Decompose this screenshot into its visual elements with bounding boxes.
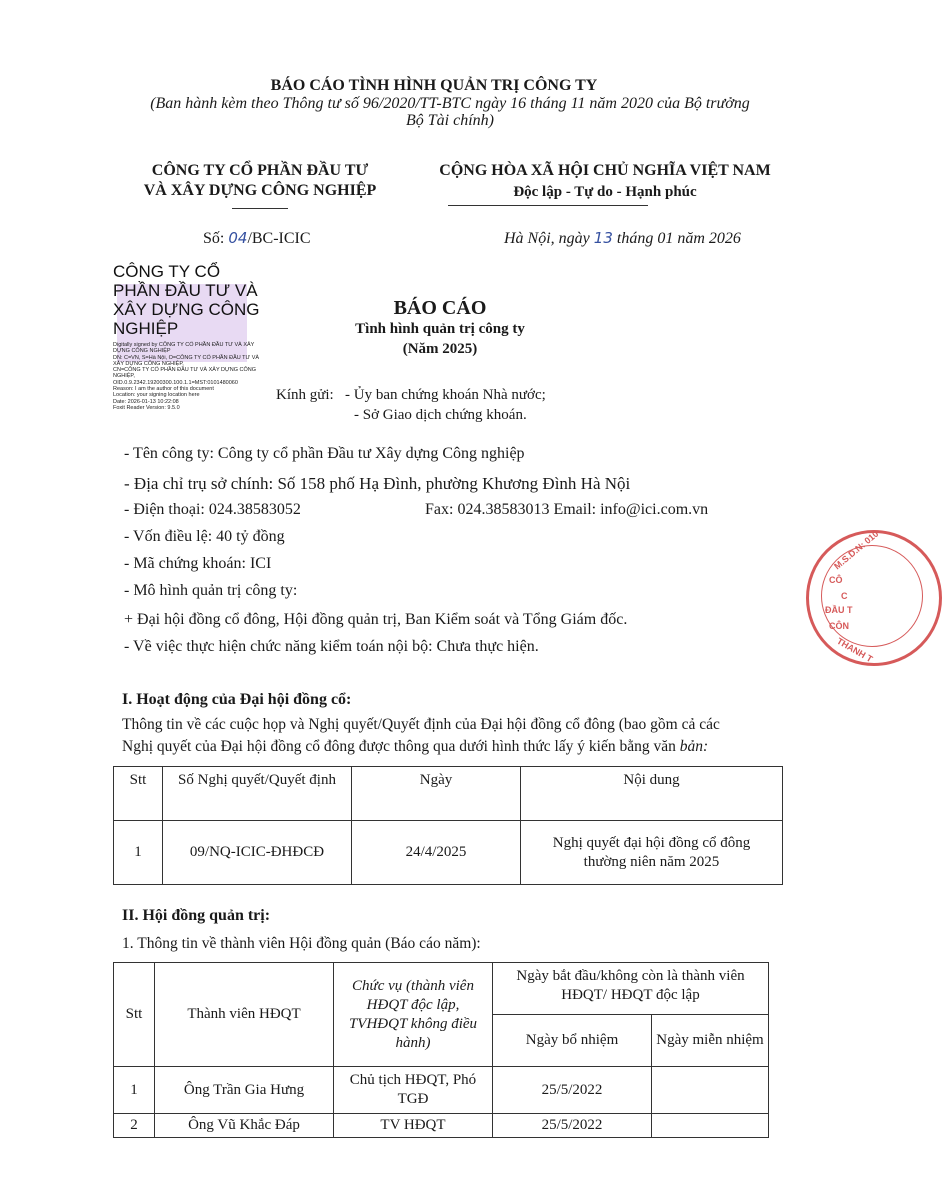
info-stock-code: - Mã chứng khoán: ICI: [124, 555, 272, 572]
to-label: Kính gửi:: [276, 387, 334, 403]
report-year: (Năm 2025): [402, 341, 478, 357]
shareholder-resolutions-table: [113, 766, 783, 885]
handwritten-doc-number: 04: [228, 229, 248, 247]
col-position: Chức vụ (thành viên HĐQT độc lập, TVHĐQT không điều hành): [334, 963, 493, 1067]
motto-underline: [448, 205, 648, 206]
info-phone: - Điện thoại: 024.38583052: [124, 501, 301, 518]
company-name-line-2: VÀ XÂY DỰNG CÔNG NGHIỆP: [143, 182, 377, 199]
table-header-row: [114, 767, 783, 821]
info-fax-email: Fax: 024.38583013 Email: info@ici.com.vn: [425, 501, 709, 518]
nation-line-1: CỘNG HÒA XÃ HỘI CHỦ NGHĨA VIỆT NAM: [439, 162, 771, 179]
recipient-1: - Ủy ban chứng khoán Nhà nước;: [345, 387, 546, 403]
section-1-intro-line-2: Nghị quyết của Đại hội đồng cổ đông được thông qua dưới hình thức lấy ý kiến bằng văn bản:: [122, 738, 709, 755]
stamp-ring-text: M.S.D.N: 010: [832, 528, 881, 572]
section-1-intro-line-1: Thông tin về các cuộc họp và Nghị quyết/Quyết định của Đại hội đồng cổ đông (bao gồm cả các: [122, 716, 720, 733]
col-dismiss-date: Ngày miễn nhiệm: [652, 1015, 769, 1067]
col-stt: Stt: [114, 963, 155, 1067]
info-company-name: - Tên công ty: Công ty cổ phần Đầu tư Xây dựng Công nghiệp: [124, 445, 525, 462]
info-governance-detail: + Đại hội đồng cổ đông, Hội đồng quản trị, Ban Kiểm soát và Tổng Giám đốc.: [124, 611, 628, 628]
col-period: Ngày bắt đầu/không còn là thành viên HĐQT/ HĐQT độc lập: [493, 963, 769, 1015]
col-appoint-date: Ngày bổ nhiệm: [493, 1015, 652, 1067]
company-stamp: M.S.D.N: 010 CÔ C ĐẦU T CÔN THANH T: [806, 530, 942, 666]
section-1-heading: I. Hoạt động của Đại hội đồng cổ:: [122, 691, 352, 708]
table-row: 1 09/NQ-ICIC-ĐHĐCĐ 24/4/2025 Nghị quyết đại hội đồng cổ đông thường niên năm 2025: [114, 821, 783, 885]
table-row: 2 Ông Vũ Khắc Đáp TV HĐQT 25/5/2022: [114, 1114, 769, 1138]
subtitle-line-2: Bộ Tài chính): [406, 112, 494, 129]
col-date: Ngày: [352, 767, 521, 821]
document-number: Số: 04/BC-ICIC: [203, 229, 311, 247]
company-underline: [232, 208, 288, 209]
digital-signature: [113, 262, 273, 432]
signature-title: CÔNG TY CỔ PHẦN ĐẦU TƯ VÀ XÂY DỰNG CÔNG NGHIỆP: [113, 262, 260, 338]
nation-motto: Độc lập - Tự do - Hạnh phúc: [513, 184, 697, 200]
info-internal-audit: - Về việc thực hiện chức năng kiểm toán nội bộ: Chưa thực hiện.: [124, 638, 539, 655]
col-member: Thành viên HĐQT: [155, 963, 334, 1067]
info-governance-model: - Mô hình quản trị công ty:: [124, 582, 298, 599]
report-subtitle: Tình hình quản trị công ty: [355, 321, 525, 337]
section-2-heading: II. Hội đồng quản trị:: [122, 907, 271, 924]
signature-details: Digitally signed by CÔNG TY CỔ PHẦN ĐẦU TƯ VÀ XÂY DỰNG CÔNG NGHIỆP DN: C=VN, S=Hà Nội, O=CÔNG TY CỔ PHẦN ĐẦU TƯ VÀ XÂY DỰNG CÔNG NGHIỆP, CN=CÔNG TY CỔ PHẦN ĐẦU TƯ VÀ XÂY DỰNG CÔNG NGHIỆP, OID.0.9.2342.19200300.100.1.1=MST:0101480060 Reason: I am the author of this document Location: your signing location here Date: 2026-01-13 10:22:08 Foxit Reader Version: 9.5.0: [113, 342, 260, 411]
recipient-2: - Sở Giao dịch chứng khoán.: [354, 407, 527, 423]
board-members-table: [113, 962, 769, 1138]
info-address: - Địa chỉ trụ sở chính: Số 158 phố Hạ Đình, phường Khương Đình Hà Nội: [124, 474, 631, 493]
col-resolution-number: Số Nghị quyết/Quyết định: [163, 767, 352, 821]
col-content: Nội dung: [521, 767, 783, 821]
document-date: Hà Nội, ngày 13 tháng 01 năm 2026: [504, 229, 741, 247]
section-2-sub-1: 1. Thông tin về thành viên Hội đồng quản (Báo cáo năm):: [122, 935, 481, 952]
col-stt: Stt: [114, 767, 163, 821]
company-name-line-1: CÔNG TY CỔ PHẦN ĐẦU TƯ: [151, 162, 369, 179]
report-title: BÁO CÁO: [393, 297, 487, 319]
info-capital: - Vốn điều lệ: 40 tỷ đồng: [124, 528, 285, 545]
handwritten-day: 13: [593, 229, 613, 247]
table-row: 1 Ông Trần Gia Hưng Chủ tịch HĐQT, Phó TGĐ 25/5/2022: [114, 1067, 769, 1114]
subtitle-line-1: (Ban hành kèm theo Thông tư số 96/2020/TT-BTC ngày 16 tháng 11 năm 2020 của Bộ trưởng: [150, 95, 750, 112]
main-title: BÁO CÁO TÌNH HÌNH QUẢN TRỊ CÔNG TY: [270, 77, 598, 94]
